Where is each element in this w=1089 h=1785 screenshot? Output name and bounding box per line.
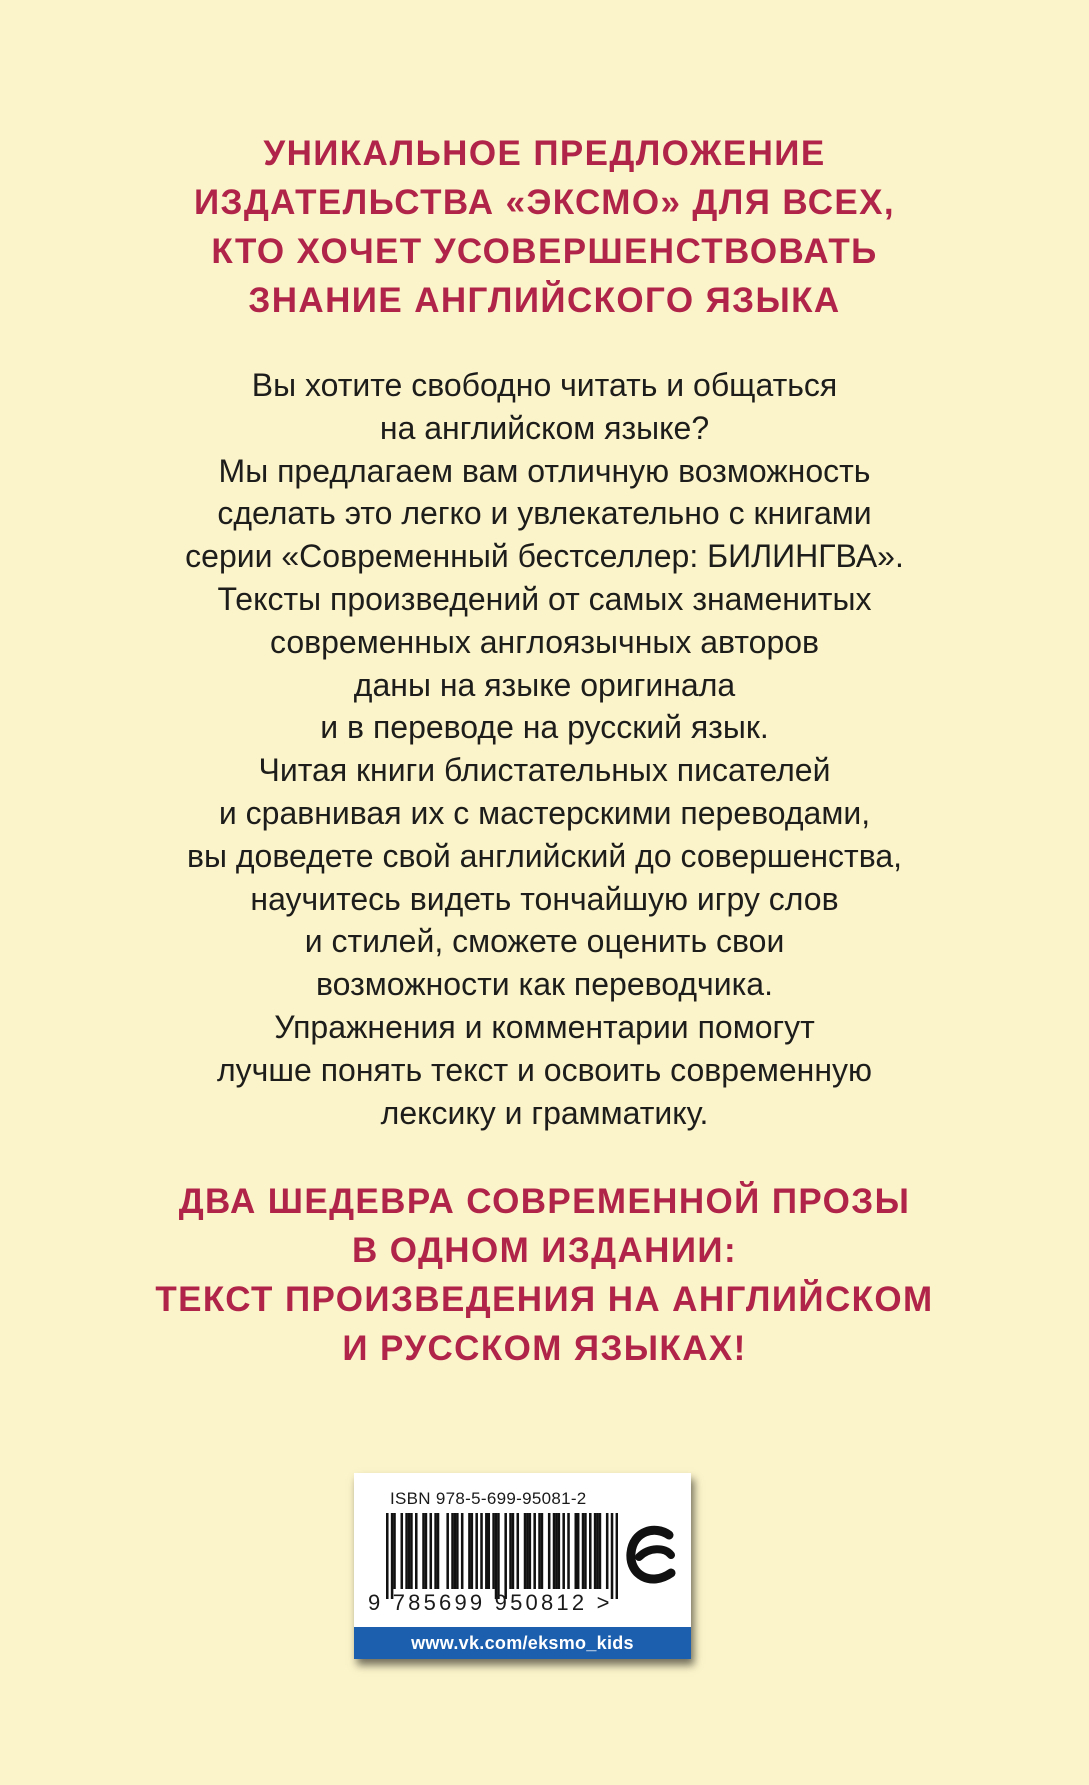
barcode-bar xyxy=(485,1513,488,1589)
barcode-bar xyxy=(408,1513,411,1589)
barcode-bar xyxy=(548,1513,551,1589)
promo-heading-top xyxy=(0,129,1089,325)
barcode-bar xyxy=(488,1513,491,1589)
barcode-bar xyxy=(596,1513,599,1589)
barcode-bar xyxy=(492,1513,495,1589)
barcode-bar xyxy=(526,1513,529,1589)
url-banner: www.vk.com/eksmo_kids xyxy=(354,1627,691,1659)
barcode-bar xyxy=(393,1513,396,1589)
text-line: вы доведете свой английский до совершенства, xyxy=(186,837,903,874)
barcode-bar xyxy=(415,1513,418,1589)
barcode-bar xyxy=(533,1513,536,1589)
barcode-bar xyxy=(558,1513,561,1589)
barcode-bar xyxy=(512,1513,515,1589)
heading-line: В ОДНОМ ИЗДАНИИ: xyxy=(351,1231,737,1270)
text-line: даны на языке оригинала xyxy=(353,666,736,703)
barcode-bar xyxy=(553,1513,556,1589)
barcode-bar xyxy=(524,1513,527,1589)
barcode-bar xyxy=(582,1513,585,1589)
barcode-bar xyxy=(454,1513,457,1589)
text-line: Мы предлагаем вам отличную возможность xyxy=(218,452,871,489)
barcode-bar xyxy=(606,1513,609,1589)
barcode-bar xyxy=(594,1513,597,1589)
barcode-bar xyxy=(434,1513,437,1589)
barcode-bar xyxy=(541,1513,544,1589)
eksmo-e-logo-icon xyxy=(625,1525,681,1587)
text-line: научитесь видеть тончайшую игру слов xyxy=(250,880,839,917)
barcode-bar xyxy=(555,1513,558,1589)
barcode-bar xyxy=(437,1513,440,1589)
heading-line: И РУССКОМ ЯЗЫКАХ! xyxy=(342,1329,747,1368)
promo-heading-bottom xyxy=(0,1177,1089,1373)
barcode-bar xyxy=(504,1513,507,1599)
barcode-bar xyxy=(538,1513,541,1589)
barcode-bar xyxy=(471,1513,474,1589)
text-line: лучше понять текст и освоить современную xyxy=(216,1051,873,1088)
heading-line: ИЗДАТЕЛЬСТВА «ЭКСМО» ДЛЯ ВСЕХ, xyxy=(193,183,896,222)
text-line: серии «Современный бестселлер: БИЛИНГВА». xyxy=(185,538,904,575)
text-line: Вы хотите свободно читать и общаться xyxy=(251,367,838,403)
barcode-bar xyxy=(410,1513,413,1589)
text-line: и в переводе на русский язык. xyxy=(320,709,769,746)
isbn-label: ISBN 978-5-699-95081-2 xyxy=(390,1489,587,1508)
barcode-bar xyxy=(451,1513,454,1589)
text-line: Читая книги блистательных писателей xyxy=(258,752,831,789)
text-line: Тексты произведений от самых знаменитых xyxy=(217,580,872,617)
barcode-sticker xyxy=(354,1473,691,1659)
text-line: и сравнивая их с мастерскими переводами, xyxy=(218,794,871,831)
heading-line: ЗНАНИЕ АНГЛИЙСКОГО ЯЗЫКА xyxy=(248,281,841,320)
heading-line: УНИКАЛЬНОЕ ПРЕДЛОЖЕНИЕ xyxy=(263,134,826,173)
barcode-bar xyxy=(567,1513,570,1589)
barcode-bar xyxy=(401,1513,404,1589)
barcode-bar xyxy=(475,1513,478,1589)
barcode-digits: 9 785699 950812 > xyxy=(368,1590,613,1615)
barcode-bar xyxy=(577,1513,580,1589)
barcode-bar xyxy=(468,1513,471,1589)
text-line: возможности как переводчика. xyxy=(316,966,773,1003)
barcode-bars xyxy=(386,1513,618,1599)
barcode-bar xyxy=(391,1513,394,1599)
barcode-bar xyxy=(456,1513,459,1589)
barcode-bar xyxy=(405,1513,408,1589)
heading-line: ТЕКСТ ПРОИЗВЕДЕНИЯ НА АНГЛИЙСКОМ xyxy=(155,1280,934,1319)
heading-line: ДВА ШЕДЕВРА СОВРЕМЕННОЙ ПРОЗЫ xyxy=(178,1182,911,1221)
description-text xyxy=(0,364,1089,1134)
barcode-bar xyxy=(562,1513,565,1589)
barcode-bar xyxy=(589,1513,592,1589)
barcode-bar xyxy=(425,1513,428,1589)
barcode-bar xyxy=(430,1513,433,1589)
barcode-bar xyxy=(517,1513,520,1589)
text-line: современных англоязычных авторов xyxy=(269,623,820,660)
barcode-bar xyxy=(480,1513,483,1589)
barcode-bar xyxy=(497,1513,500,1599)
heading-line: КТО ХОЧЕТ УСОВЕРШЕНСТВОВАТЬ xyxy=(211,232,878,271)
text-line: и стилей, сможете оценить свои xyxy=(304,923,785,960)
barcode-bar xyxy=(611,1513,614,1599)
barcode-bar xyxy=(584,1513,587,1589)
barcode-bar xyxy=(386,1513,389,1599)
barcode-bar xyxy=(599,1513,602,1589)
barcode-bar xyxy=(509,1513,512,1589)
barcode-bar xyxy=(575,1513,578,1589)
text-line: на английском языке? xyxy=(379,409,710,446)
barcode-bar xyxy=(616,1513,618,1599)
text-line: Упражнения и комментарии помогут xyxy=(274,1008,815,1045)
text-line: лексику и грамматику. xyxy=(380,1094,709,1131)
barcode-bar xyxy=(422,1513,425,1589)
barcode-bar xyxy=(461,1513,464,1589)
barcode-bar xyxy=(529,1513,532,1589)
text-line: сделать это легко и увлекательно с книгами xyxy=(217,495,872,532)
barcode-bar xyxy=(446,1513,449,1589)
barcode-bar xyxy=(495,1513,498,1599)
